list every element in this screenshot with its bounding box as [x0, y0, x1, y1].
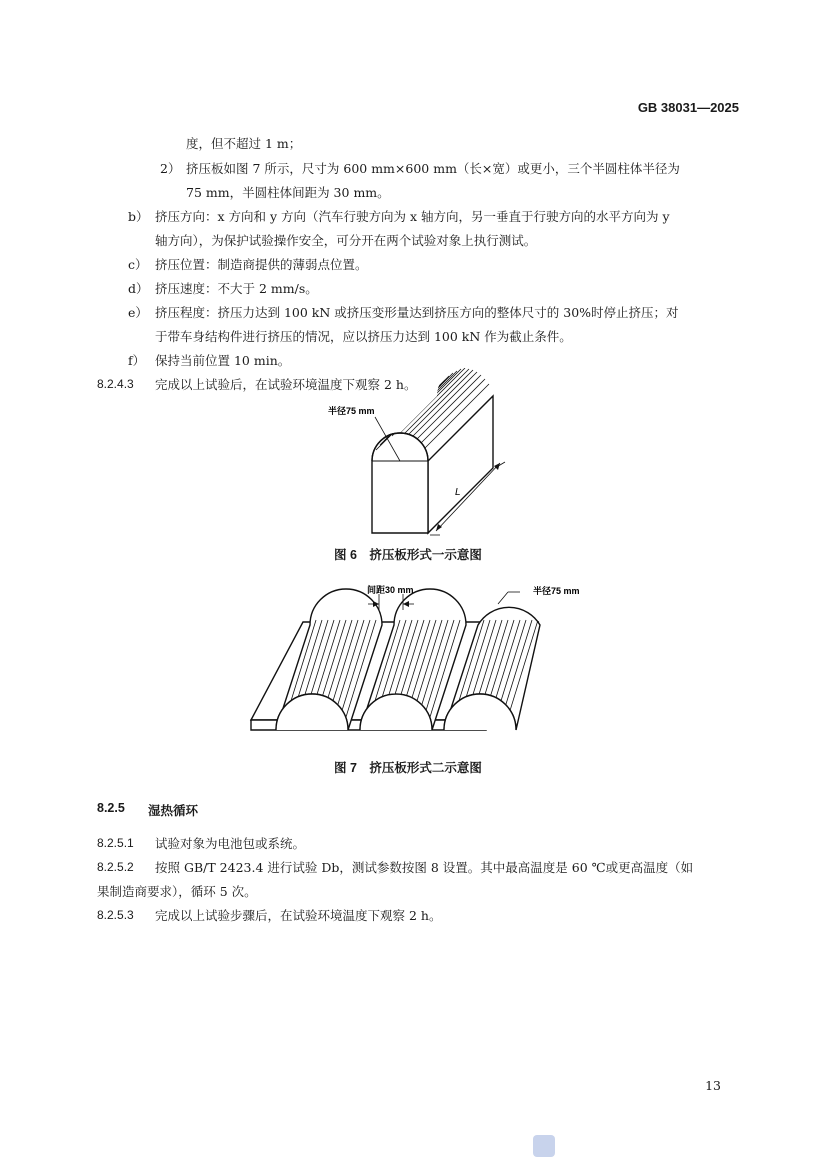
- item-f-text: 保持当前位置 10 min。: [155, 353, 291, 368]
- item-b-line-1: 挤压方向：x 方向和 y 方向（汽车行驶方向为 x 轴方向，另一垂直于行驶方向的水平方向为 y: [155, 209, 670, 224]
- item-2-number: 2）: [160, 161, 181, 176]
- fig7-radius-leader: [498, 592, 508, 604]
- section-8-2-5-title: 湿热循环: [148, 804, 199, 818]
- clause-8-2-5-3-number: 8.2.5.3: [97, 908, 134, 922]
- clause-8-2-5-2-number: 8.2.5.2: [97, 860, 134, 874]
- fig6-radius-label: 半径75 mm: [328, 406, 375, 416]
- list-continuation: 度，但不超过 1 m；: [186, 136, 302, 151]
- figure-7-diagram: [246, 580, 580, 740]
- item-2-line-2: 75 mm，半圆柱体间距为 30 mm。: [186, 185, 390, 200]
- item-c-label: c）: [128, 257, 148, 272]
- fig6-front-face: [372, 433, 428, 533]
- clause-8-2-4-3-number: 8.2.4.3: [97, 377, 134, 391]
- item-b-line-2: 轴方向），为保护试验操作安全，可分开在两个试验对象上执行测试。: [155, 233, 537, 248]
- clause-8-2-5-2-line-2: 果制造商要求），循环 5 次。: [97, 884, 257, 899]
- figure-6-diagram: [320, 398, 520, 538]
- fig7-radius-label: 半径75 mm: [533, 586, 580, 596]
- item-2-line-1: 挤压板如图 7 所示，尺寸为 600 mm×600 mm（长×宽）或更小，三个半圆柱体半径为: [186, 161, 680, 176]
- item-c-text: 挤压位置：制造商提供的薄弱点位置。: [155, 257, 368, 272]
- fig7-gap-label: 间距30 mm: [367, 585, 414, 595]
- figure-6-caption: 图 6 挤压板形式一示意图: [334, 548, 482, 562]
- clause-8-2-4-3-text: 完成以上试验后，在试验环境温度下观察 2 h。: [155, 377, 417, 392]
- fig6-length-label: L: [455, 487, 461, 498]
- clause-8-2-5-1-number: 8.2.5.1: [97, 836, 134, 850]
- clause-8-2-5-2-line-1: 按照 GB/T 2423.4 进行试验 Db，测试参数按图 8 设置。其中最高温度是 60 ℃或更高温度（如: [155, 860, 694, 875]
- clause-8-2-5-1-text: 试验对象为电池包或系统。: [155, 836, 306, 851]
- item-d-text: 挤压速度：不大于 2 mm/s。: [155, 281, 318, 296]
- clause-8-2-5-3-text: 完成以上试验步骤后，在试验环境温度下观察 2 h。: [155, 908, 442, 923]
- page-number: 13: [705, 1078, 721, 1093]
- watermark-logo: [533, 1135, 555, 1157]
- item-e-label: e）: [128, 305, 148, 320]
- item-f-label: f）: [128, 353, 146, 368]
- standard-code: GB 38031—2025: [637, 100, 739, 115]
- section-8-2-5-number: 8.2.5: [97, 801, 125, 815]
- item-e-line-2: 于带车身结构件进行挤压的情况，应以挤压力达到 100 kN 作为截止条件。: [155, 329, 572, 344]
- item-b-label: b）: [128, 209, 149, 224]
- fig6-side-face: [428, 396, 493, 533]
- item-d-label: d）: [128, 281, 149, 296]
- item-e-line-1: 挤压程度：挤压力达到 100 kN 或挤压变形量达到挤压方向的整体尺寸的 30%时停止挤压；对: [155, 305, 679, 320]
- figure-7-caption: 图 7 挤压板形式二示意图: [334, 761, 482, 775]
